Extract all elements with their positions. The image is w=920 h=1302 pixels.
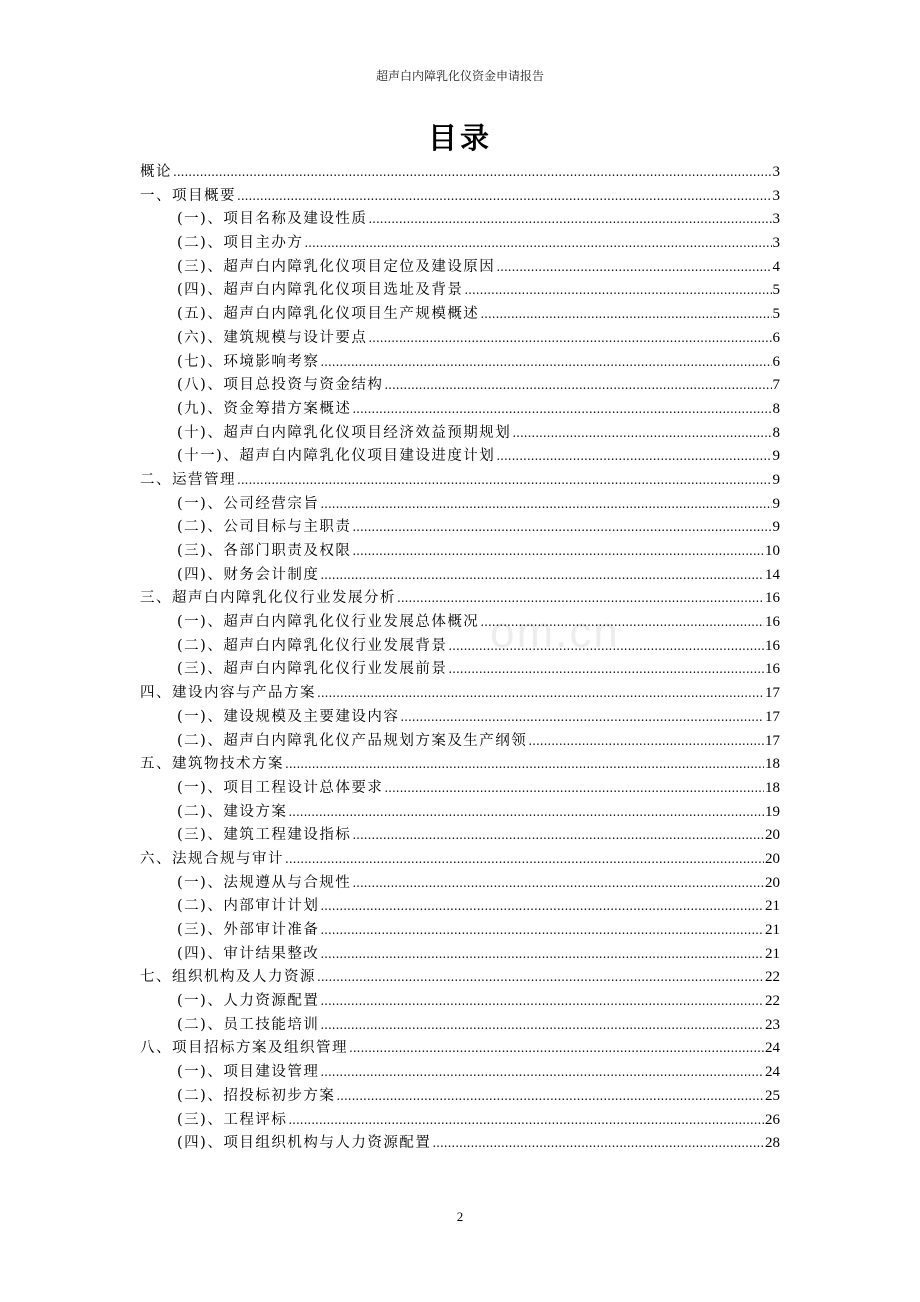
toc-entry-page: 19	[765, 803, 780, 820]
toc-entry[interactable]	[140, 1085, 780, 1109]
toc-entry-page: 5	[772, 306, 780, 323]
toc-title: 目录	[427, 121, 492, 155]
toc-entry-label: 八、项目招标方案及组织管理	[140, 1040, 348, 1057]
toc-entry[interactable]	[140, 990, 780, 1014]
toc-entry-page: 5	[772, 282, 780, 299]
toc-entry-page: 4	[772, 258, 780, 275]
toc-entry[interactable]	[140, 777, 780, 801]
toc-entry[interactable]	[140, 1037, 780, 1061]
toc-entry[interactable]	[140, 872, 780, 896]
toc-entry-page: 6	[772, 329, 780, 346]
toc-dot-leader	[432, 1132, 764, 1156]
toc-entry-page: 3	[772, 211, 780, 228]
toc-dot-leader	[320, 943, 764, 967]
toc-dot-leader	[288, 801, 764, 825]
toc-entry-label: 七、组织机构及人力资源	[140, 969, 316, 986]
toc-entry-page: 21	[765, 898, 780, 915]
toc-entry-page: 9	[772, 519, 780, 536]
toc-dot-leader	[512, 422, 771, 446]
toc-entry[interactable]	[140, 422, 780, 446]
toc-entry-page: 8	[772, 400, 780, 417]
toc-entry-label: (三)、各部门职责及权限	[177, 543, 352, 559]
toc-entry-label: (一)、公司经营宗旨	[177, 495, 320, 512]
toc-entry-page: 22	[765, 969, 780, 986]
toc-entry-label: 一、项目概要	[140, 187, 236, 204]
toc-dot-leader	[352, 398, 771, 422]
toc-entry-label: (一)、超声白内障乳化仪行业发展总体概况	[177, 614, 480, 631]
toc-entry-page: 16	[765, 590, 780, 607]
toc-entry-label: 二、运营管理	[140, 471, 236, 488]
toc-entry-page: 24	[765, 1040, 780, 1057]
toc-entry-label: (二)、员工技能培训	[177, 1016, 320, 1033]
toc-entry-label: (十一)、超声白内障乳化仪项目建设进度计划	[177, 448, 496, 465]
toc-entry[interactable]	[140, 895, 780, 919]
toc-entry-label: (一)、项目名称及建设性质	[177, 211, 368, 228]
toc-dot-leader	[320, 1061, 764, 1085]
toc-entry-page: 21	[765, 945, 780, 962]
toc-entry[interactable]	[140, 801, 780, 825]
toc-dot-leader	[320, 351, 771, 375]
toc-entry[interactable]	[140, 161, 780, 185]
toc-dot-leader	[237, 185, 772, 209]
toc-dot-leader	[480, 303, 771, 327]
toc-dot-leader	[352, 516, 771, 540]
toc-dot-leader	[320, 493, 771, 517]
toc-dot-leader	[352, 824, 764, 848]
toc-dot-leader	[400, 706, 764, 730]
toc-entry-page: 26	[765, 1111, 780, 1128]
toc-entry[interactable]	[140, 208, 780, 232]
toc-entry[interactable]	[140, 256, 780, 280]
toc-entry-page: 16	[765, 661, 780, 678]
toc-entry[interactable]	[140, 1061, 780, 1085]
toc-entry-label: (五)、超声白内障乳化仪项目生产规模概述	[177, 306, 480, 323]
toc-entry-page: 9	[772, 471, 780, 488]
toc-entry-page: 22	[765, 993, 780, 1010]
toc-dot-leader	[320, 564, 764, 588]
toc-entry-page: 3	[772, 235, 780, 252]
toc-entry-page: 20	[765, 874, 780, 891]
toc-dot-leader	[368, 208, 771, 232]
toc-entry[interactable]	[140, 232, 780, 256]
toc-entry-page: 17	[765, 685, 780, 702]
toc-entry[interactable]	[140, 445, 780, 469]
toc-dot-leader	[496, 256, 771, 280]
toc-entry-label: (四)、项目组织机构与人力资源配置	[177, 1135, 432, 1152]
toc-entry-label: (一)、法规遵从与合规性	[177, 874, 352, 891]
toc-entry[interactable]	[140, 587, 780, 611]
toc-dot-leader	[304, 232, 771, 256]
toc-dot-leader	[496, 445, 771, 469]
toc-entry-page: 9	[772, 448, 780, 465]
toc-dot-leader	[173, 161, 772, 185]
toc-dot-leader	[320, 1014, 764, 1038]
toc-dot-leader	[368, 327, 771, 351]
toc-entry[interactable]	[140, 682, 780, 706]
toc-entry-page: 16	[765, 614, 780, 631]
toc-entry[interactable]	[140, 730, 780, 754]
toc-entry-label: (四)、审计结果整改	[177, 945, 320, 962]
toc-entry-label: (二)、超声白内障乳化仪行业发展背景	[177, 637, 448, 654]
toc-entry-label: (四)、超声白内障乳化仪项目选址及背景	[177, 282, 464, 299]
toc-dot-leader	[317, 966, 764, 990]
toc-entry[interactable]	[140, 398, 780, 422]
toc-entry-page: 17	[765, 732, 780, 749]
toc-entry-label: 五、建筑物技术方案	[140, 756, 284, 773]
running-header: 超声白内障乳化仪资金申请报告	[375, 69, 544, 83]
toc-entry[interactable]	[140, 469, 780, 493]
toc-entry[interactable]	[140, 753, 780, 777]
toc-dot-leader	[528, 730, 764, 754]
toc-entry[interactable]	[140, 824, 780, 848]
toc-entry[interactable]	[140, 635, 780, 659]
toc-dot-leader	[448, 658, 764, 682]
toc-dot-leader	[288, 1109, 764, 1133]
toc-entry-label: (一)、人力资源配置	[177, 993, 320, 1010]
toc-entry-label: (二)、建设方案	[177, 803, 288, 820]
toc-entry-label: (三)、建筑工程建设指标	[177, 827, 352, 844]
toc-entry-page: 20	[765, 827, 780, 844]
toc-entry-label: (二)、项目主办方	[177, 235, 304, 252]
toc-entry-label: (一)、项目建设管理	[177, 1064, 320, 1081]
toc-entry[interactable]	[140, 564, 780, 588]
toc-entry[interactable]	[140, 611, 780, 635]
toc-entry-label: (二)、超声白内障乳化仪产品规划方案及生产纲领	[177, 732, 528, 749]
toc-entry-page: 24	[765, 1064, 780, 1081]
toc-entry[interactable]	[140, 706, 780, 730]
toc-entry-label: 四、建设内容与产品方案	[140, 685, 316, 702]
toc-entry[interactable]	[140, 966, 780, 990]
toc-entry-page: 6	[772, 353, 780, 370]
toc-entry-page: 14	[765, 566, 780, 583]
toc-entry-page: 18	[765, 756, 780, 773]
toc-entry-label: (六)、建筑规模与设计要点	[177, 329, 368, 346]
toc-dot-leader	[336, 1085, 764, 1109]
toc-entry-page: 20	[765, 850, 780, 867]
toc-entry-page: 28	[765, 1135, 780, 1152]
toc-dot-leader	[320, 919, 764, 943]
toc-entry-label: 六、法规合规与审计	[140, 850, 284, 867]
toc-entry-page: 16	[765, 637, 780, 654]
toc-dot-leader	[349, 1037, 764, 1061]
toc-dot-leader	[320, 895, 764, 919]
toc-entry[interactable]	[140, 943, 780, 967]
toc-entry-label: (二)、公司目标与主职责	[177, 519, 352, 536]
toc-entry-label: (三)、超声白内障乳化仪行业发展前景	[177, 661, 448, 678]
toc-entry[interactable]	[140, 516, 780, 540]
toc-entry[interactable]	[140, 279, 780, 303]
toc-entry-label: (三)、超声白内障乳化仪项目定位及建设原因	[177, 258, 496, 275]
toc-entry[interactable]	[140, 374, 780, 398]
toc-dot-leader	[285, 753, 764, 777]
toc-dot-leader	[352, 872, 764, 896]
toc-entry[interactable]	[140, 327, 780, 351]
toc-entry-label: (一)、项目工程设计总体要求	[177, 779, 384, 796]
toc-dot-leader	[285, 848, 764, 872]
toc-entry[interactable]	[140, 919, 780, 943]
page-number: 2	[456, 1209, 464, 1224]
toc-entry-label: (一)、建设规模及主要建设内容	[177, 708, 400, 725]
toc-entry-page: 9	[772, 495, 780, 512]
toc-entry-label: (九)、资金筹措方案概述	[177, 400, 352, 417]
toc-entry-label: (八)、项目总投资与资金结构	[177, 377, 384, 394]
toc-entry-label: (二)、内部审计计划	[177, 898, 320, 915]
toc-entry-label: (三)、外部审计准备	[177, 922, 320, 938]
toc-dot-leader	[317, 682, 764, 706]
toc-entry[interactable]	[140, 540, 780, 564]
toc-entry-page: 3	[772, 187, 780, 204]
toc-entry-page: 8	[772, 424, 780, 441]
toc-entry-label: 概论	[140, 164, 172, 180]
table-of-contents	[140, 161, 780, 1156]
toc-dot-leader	[384, 777, 764, 801]
toc-entry[interactable]	[140, 1014, 780, 1038]
toc-entry[interactable]	[140, 1109, 780, 1133]
toc-entry-page: 21	[765, 922, 780, 938]
toc-entry-label: (七)、环境影响考察	[177, 353, 320, 370]
toc-entry[interactable]	[140, 658, 780, 682]
toc-entry[interactable]	[140, 493, 780, 517]
toc-entry-page: 7	[772, 377, 780, 394]
toc-dot-leader	[384, 374, 771, 398]
toc-entry-label: (四)、财务会计制度	[177, 566, 320, 583]
toc-entry-page: 3	[772, 164, 780, 180]
toc-entry[interactable]	[140, 1132, 780, 1156]
toc-entry-page: 23	[765, 1016, 780, 1033]
toc-entry[interactable]	[140, 351, 780, 375]
toc-dot-leader	[237, 469, 772, 493]
toc-dot-leader	[320, 990, 764, 1014]
toc-entry-label: (二)、招投标初步方案	[177, 1087, 336, 1104]
toc-dot-leader	[352, 540, 764, 564]
toc-entry[interactable]	[140, 303, 780, 327]
watermark: om.cn	[490, 608, 620, 657]
toc-entry-label: (十)、超声白内障乳化仪项目经济效益预期规划	[177, 424, 512, 441]
toc-entry-page: 25	[765, 1087, 780, 1104]
toc-entry-page: 17	[765, 708, 780, 725]
toc-entry-page: 18	[765, 779, 780, 796]
toc-entry-page: 10	[765, 543, 780, 559]
toc-entry-label: 三、超声白内障乳化仪行业发展分析	[140, 590, 396, 607]
toc-dot-leader	[464, 279, 771, 303]
toc-entry-label: (三)、工程评标	[177, 1111, 288, 1128]
toc-entry[interactable]	[140, 185, 780, 209]
toc-entry[interactable]	[140, 848, 780, 872]
